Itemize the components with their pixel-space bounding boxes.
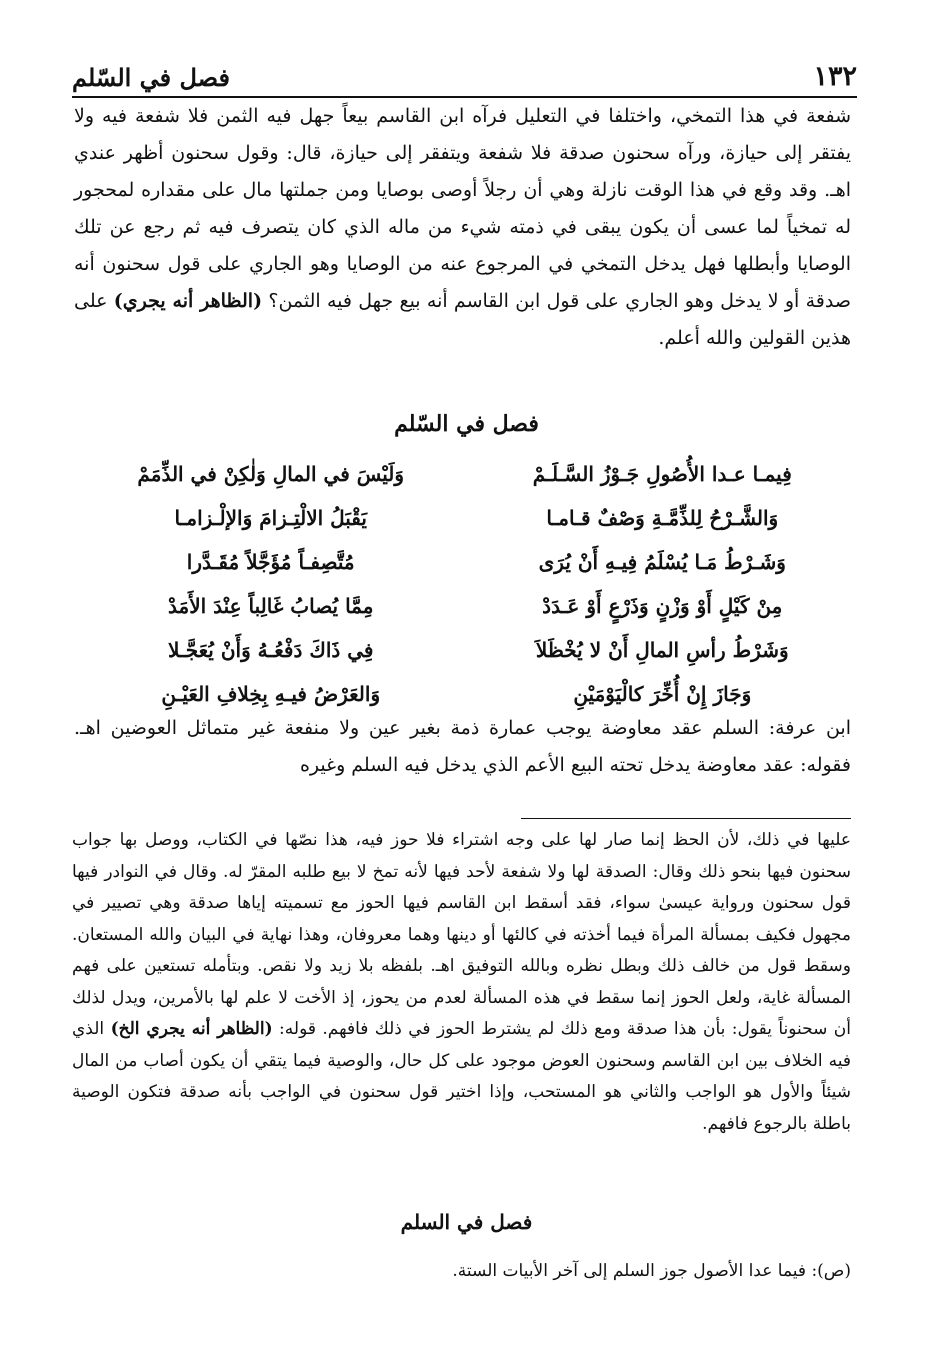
footnote-divider <box>521 818 851 819</box>
main-text <box>74 98 851 357</box>
poem-verse <box>90 584 843 628</box>
poem-verse <box>90 496 843 540</box>
footnote-last-line: (ص): فيما عدا الأصول جوز السلم إلى آخر الأبيات الستة. <box>452 1261 851 1281</box>
footnote-section-title: فصل في السلم <box>400 1210 533 1234</box>
commentary-text: ابن عرفة: السلم عقد معاوضة يوجب عمارة ذمة بغير عين ولا منفعة غير متماثل العوضين اهـ. فقوله: عقد معاوضة يدخل تحته البيع الأعم الذي يدخل فيه السلم وغيره <box>74 717 851 776</box>
footnote-part2: الذي فيه الخلاف بين ابن القاسم وسحنون العوض موجود على كل حال، والوصية فيما يتقي أن يكون أصاب من المال شيئاً والأول هو الواجب والثاني هو المستحب، وإذا اختير قول سحنون في الواجب بأنه صدقة فتكون الوصية باطلة بالرجوع فافهم. <box>72 1019 851 1134</box>
verse-left-hemistich: وَالعَرْضُ فيـهِ بِخِلافِ العَيْـنِ <box>161 682 381 706</box>
section-title: فصل في السّلم <box>394 411 539 437</box>
main-paragraph-bold: (الظاهر أنه يجري) <box>113 290 263 312</box>
poem-verse <box>90 628 843 672</box>
verse-right-hemistich: وَجَازَ إِنْ أُخِّرَ كالْيَوْمَيْنِ <box>573 682 752 706</box>
running-title: فصل في السّلم <box>72 63 230 92</box>
poem-verses <box>90 452 843 716</box>
verse-left-hemistich: مِمَّا يُصابُ غَالِباً عِنْدَ الأَمَدْ <box>167 594 374 618</box>
poem-verse <box>90 452 843 496</box>
poem-verse <box>90 540 843 584</box>
verse-left-hemistich: مُتَّصِفـاً مُؤَجَّلاً مُقَـدَّرا <box>186 550 355 574</box>
page-header <box>72 56 857 98</box>
verse-left-hemistich: فِي ذَاكَ دَفْعُـهُ وَأَنْ يُعَجَّـلا <box>167 638 374 662</box>
footnote-bold: (الظاهر أنه يجري الخ) <box>110 1019 273 1039</box>
main-paragraph-part1: شفعة في هذا التمخي، واختلفا في التعليل فرآه ابن القاسم بيعاً جهل فيه الثمن فلا شفعة فيه ولا يفتقر إلى حيازة، ورآه سحنون صدقة فلا شفعة ويتفقر إلى حيازة، قال: وقول سحنون أظهر عندي اهـ. وقد وقع في هذا الوقت نازلة وهي أن رجلاً أوصى بوصايا ومن جملتها مال على مقداره لمحجور له تمخياً لما عسى أن يكون يبقى في ذمته شيء من ماله الذي كان يتصرف فيه ثم رجع عن تلك الوصايا وأبطلها فهل يدخل التمخي في المرجوع عنه من الوصايا وهو الجاري على قول سحنون أنه صدقة أو لا يدخل وهو الجاري على قول ابن القاسم أنه بيع جهل فيه الثمن؟ <box>74 105 851 312</box>
footnote-part1: عليها في ذلك، لأن الحظ إنما صار لها على وجه اشتراء فلا حوز فيه، هذا نصّها في الكتاب، ووصل بها جواب سحنون فيها بنحو ذلك وقال: الصدقة لها ولا شفعة لأحد فيها لأنه تمخ لا بيع طلبه المقرّ له. وقال في النوادر فيها قول سحنون ورواية عيسىٰ سواء، فقد أسقط ابن القاسم فيها الحوز مع تسميته إياها صدقة وهي تصيير في مجهول فكيف بمسألة المرأة فيما أخذته في كالئها أو دينها وهما معروفان، وهذا نهاية في البيان والله المستعان. وسقط قول من خالف ذلك وبطل نظره وبالله التوفيق اهـ. بلفظه بلا زيد ولا نقص. وبتأمله تستعين على فهم المسألة غاية، ولعل الحوز إنما سقط في هذه المسألة لعدم من يحوز، إذ الأخت لا علم لها بالأمرين، ويدل لذلك أن سحنوناً يقول: بأن هذا صدقة ومع ذلك لم يشترط الحوز في ذلك فافهم. قوله: <box>72 830 852 1039</box>
verse-right-hemistich: مِنْ كَيْلٍ أَوْ وَزْنٍ وَذَرْعٍ أَوْ عَـدَدْ <box>542 594 783 618</box>
verse-right-hemistich: فِيمـا عـدا الأُصُولِ جَـوْزُ السَّـلَـمْ <box>532 462 792 486</box>
page-number: ١٣٢ <box>813 61 857 92</box>
verse-left-hemistich: يَقْبَلُ الالْتِـزامَ وَالإلْـزامـا <box>174 506 367 530</box>
verse-left-hemistich: وَلَيْسَ في المالِ وَلٰكِنْ في الذِّمَمْ <box>137 462 405 486</box>
verse-right-hemistich: وَشَرْطُ رأسِ المالِ أَنْ لا يُخْظَلاَ <box>535 638 789 662</box>
footnote-text <box>72 825 851 1140</box>
verse-right-hemistich: وَشَـرْطُ مَـا يُسْلَمُ فِيـهِ أَنْ يُرَى <box>538 550 786 574</box>
verse-right-hemistich: وَالشَّـرْحُ لِلذِّمَّـةِ وَصْفٌ قـامـا <box>546 506 779 530</box>
main-paragraph-part2: على هذين القولين والله أعلم. <box>74 290 851 349</box>
